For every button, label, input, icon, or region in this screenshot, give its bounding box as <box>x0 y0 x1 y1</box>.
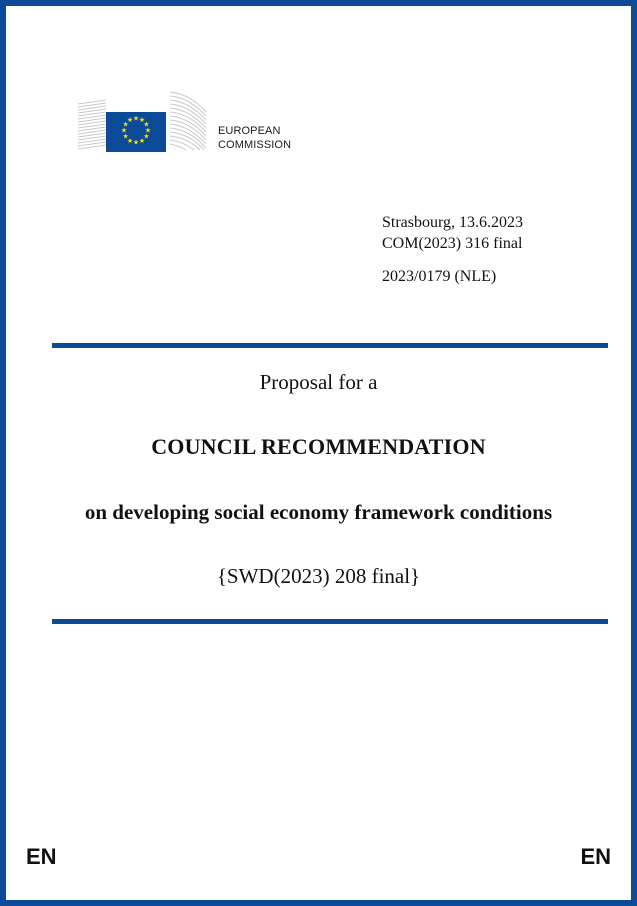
svg-text:★: ★ <box>138 116 146 125</box>
bottom-divider <box>52 619 608 624</box>
svg-text:★: ★ <box>126 136 134 145</box>
building-right-graphic <box>170 92 206 150</box>
svg-text:★: ★ <box>143 132 150 141</box>
swd-reference: {SWD(2023) 208 final} <box>216 564 421 588</box>
document-subtitle: on developing social economy framework conditions <box>84 500 553 524</box>
svg-text:★: ★ <box>132 114 140 123</box>
document-meta <box>382 212 523 287</box>
language-code-left: EN <box>26 844 57 869</box>
language-code-right: EN <box>580 844 611 869</box>
logo-line-european: EUROPEAN <box>218 125 281 137</box>
svg-text:★: ★ <box>122 132 129 141</box>
svg-text:★: ★ <box>132 138 140 147</box>
logo-wordmark <box>218 124 291 152</box>
procedure-number: 2023/0179 (NLE) <box>382 268 497 285</box>
svg-text:★: ★ <box>144 126 152 135</box>
top-divider <box>52 343 608 348</box>
svg-text:★: ★ <box>120 126 128 135</box>
svg-text:★: ★ <box>143 120 150 129</box>
building-left-graphic <box>78 100 106 149</box>
place-date: Strasbourg, 13.6.2023 <box>382 214 524 231</box>
svg-text:★: ★ <box>138 136 146 145</box>
document-title: COUNCIL RECOMMENDATION <box>151 434 486 459</box>
proposal-label: Proposal for a <box>259 370 378 394</box>
svg-text:★: ★ <box>122 120 129 129</box>
logo-line-commission: COMMISSION <box>218 139 292 151</box>
com-reference: COM(2023) 316 final <box>382 235 523 252</box>
svg-text:★: ★ <box>126 116 134 125</box>
